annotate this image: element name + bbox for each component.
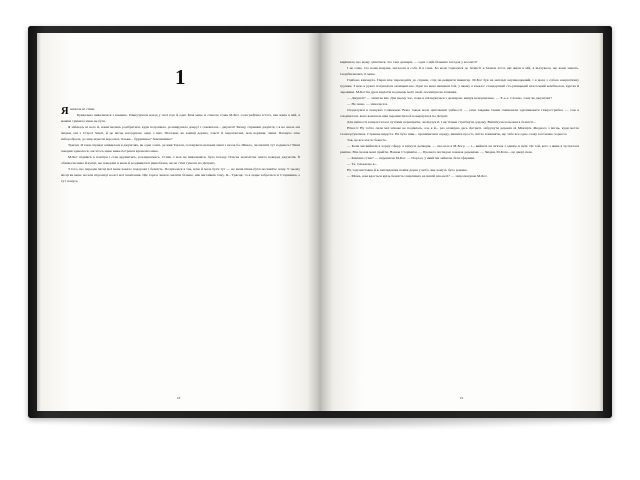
paragraph: Трясця. Я таки справді опинилася в джунглях, як одна з них, де жив Тарзан, головувала велаких мавп з казок ба. Шкало, чи маляти тут подняєсь? Мені закодив здавалося, аж хтось мене виже потрався кронеєва мене.	[61, 143, 300, 153]
paragraph: Ні, тоді виставна й я, виглядаючи поміж дерев у небо, яке чомусь було рожеве.	[347, 168, 468, 172]
paragraph: — Та, тільки ще я...	[347, 162, 378, 166]
paragraph: Озлдалувся в пошуках Слямъчки. Вона також мала цінгованні здібності — сама завдяки таким смінювали здатникавати гіперсстрибка. — тож я сподівалася, вона вокопала ями перемистила й повернулася на Детрит.	[340, 108, 579, 118]
page-spread	[37, 33, 603, 411]
paragraph: — Може, нам вдасться крізь безвість і вирішила на іншій пла-неті? — запропонував М-Бот.	[347, 174, 488, 178]
paragraph: — Джунглі? — запитав він. Для ньому час, поки я спілкувалася з делверам, минув ненормально. — Е-е-е. Словно, тому як джунглях?	[347, 96, 552, 100]
drop-cap: Я	[61, 106, 69, 117]
left-page-body	[61, 106, 300, 184]
paragraph: — Не знаю, — зізналася я.	[347, 102, 388, 106]
chapter-number: 1	[175, 65, 186, 89]
paragraph: З того, що передав місці мої мене чекало подорожі і безвість. Почувалася я так, наче й мала бути тут — не меня півна-бути носвиніте чому. У цьому місці як мене чесали підсоніді на всі мої запитання. Ще таразз знакло маляти більше, ніж митлівків тому. Я... Трясця, та я ледве забралася зі Старінним, а тут чомусь	[61, 167, 300, 183]
right-page-edge	[599, 33, 603, 411]
left-page-edge	[37, 33, 41, 411]
open-book	[28, 26, 612, 418]
paragraph: Глибоко вхихнула. Перш ніж переходити до справи, слід пе-ревірити інвентар. М-Бог був на напладі неушкоджений, і я мала з собою енергетичну грушки. З нею в руках почувалася захищені-ше. Одяг на мені лишився той, у якому я втекла: стандартний ста-ріннцький пілотський комбінезон, куртка й черевики. М-Боттів дрон відлетів на рівень моїх очей, поснихуючи лапками.	[340, 78, 579, 94]
paragraph: вирішила, що можу дізнатися, хто такі делвери, — одна з най-більших загадок у всесвіті?	[340, 60, 478, 64]
paragraph: Для певності я вирасталася чуттями перевірити, чи відчук її. І як тільки стрибнути додому. Витягнулася ньовая в безвісті...	[347, 120, 536, 124]
paragraph: Нічого! Ну тобто сили мої ніхоже не подіялась, але я й... раз оглянува десь Детриті, забрунути деревах ні Міжзір'я. Жодного з місць, куди мотла телепортуватися. Стравше вирусте. Не було ніяк... промичитися середу, лишити просто світло в вивняти, що тебе все одно отову засоченно чорнота.	[340, 126, 579, 136]
page-number-right: 19	[459, 396, 464, 400]
paragraph: Буквально вивалилася з каменю. Пікнулувала назад у свої тіло й одяг. Біля мене зі списом стояв М-Бот, голографічна істота, яка жила в мій, я мавши тримала мене не було.	[61, 113, 300, 123]
paragraph: — Коли ми вийшли в чорну сферу, я відчула делверів, — ска-зала я М-Богу, — і... вийшла на зв'язок з одним із неїх. Це той, кого з яким я зустрілася раніше. Він сказав мені прийти. Назвав Старіннім. — Провела поглядом пожнов деревами. — Звідки, М-Боте... це дверї скан.	[340, 144, 579, 154]
left-page	[37, 33, 320, 411]
page-number-left: 18	[176, 396, 181, 400]
paragraph-text: нюхала ні стіни.	[70, 107, 95, 111]
paragraph: І не саме, хто вони вперше, нагадала я собі, й я сама. Бо коли торкалася до безвісті в бачила істот, які жили в ній, я відчувала, що вони знають. Скарбінчились ті мене.	[340, 66, 579, 76]
right-page	[320, 33, 603, 411]
paragraph: — Кам'яна стіна? — перепитав М-Бот. — Портал, у який ми зайшли, біля сферими.	[347, 156, 475, 160]
right-page-body	[340, 59, 579, 179]
paragraph: М-Бот підвівся в повітря і став кружитись, роззираючись. Стіни, з мов не вивалилися, була позаду. Пласка монолітна плита поверед джунглів. Її обмацали мене й купці, аж поверхні в мене й роздивилася рівнобачна, як на стіні гунесю на Детриті.	[61, 155, 300, 165]
book-shadow	[40, 416, 600, 430]
paragraph: Я зійснась ні него й, намагаючись розібратися, куди потрапила, розширувала докруг і схилилася... джунглі! Тихну, справжні джунглі, і я не знала ані звідки, ані з Старої Землі, й це місце нагадувало одно з них. Пілложи, як заміщі дерева, товсті й переплетені, мов коріння, ліани. Пахнуло ніче наборобрала, до мир шукоти вороскої, тільки... бруднішое? Землянішне?	[61, 125, 300, 141]
paragraph: Так, це все могло бевастъ.	[347, 138, 387, 142]
